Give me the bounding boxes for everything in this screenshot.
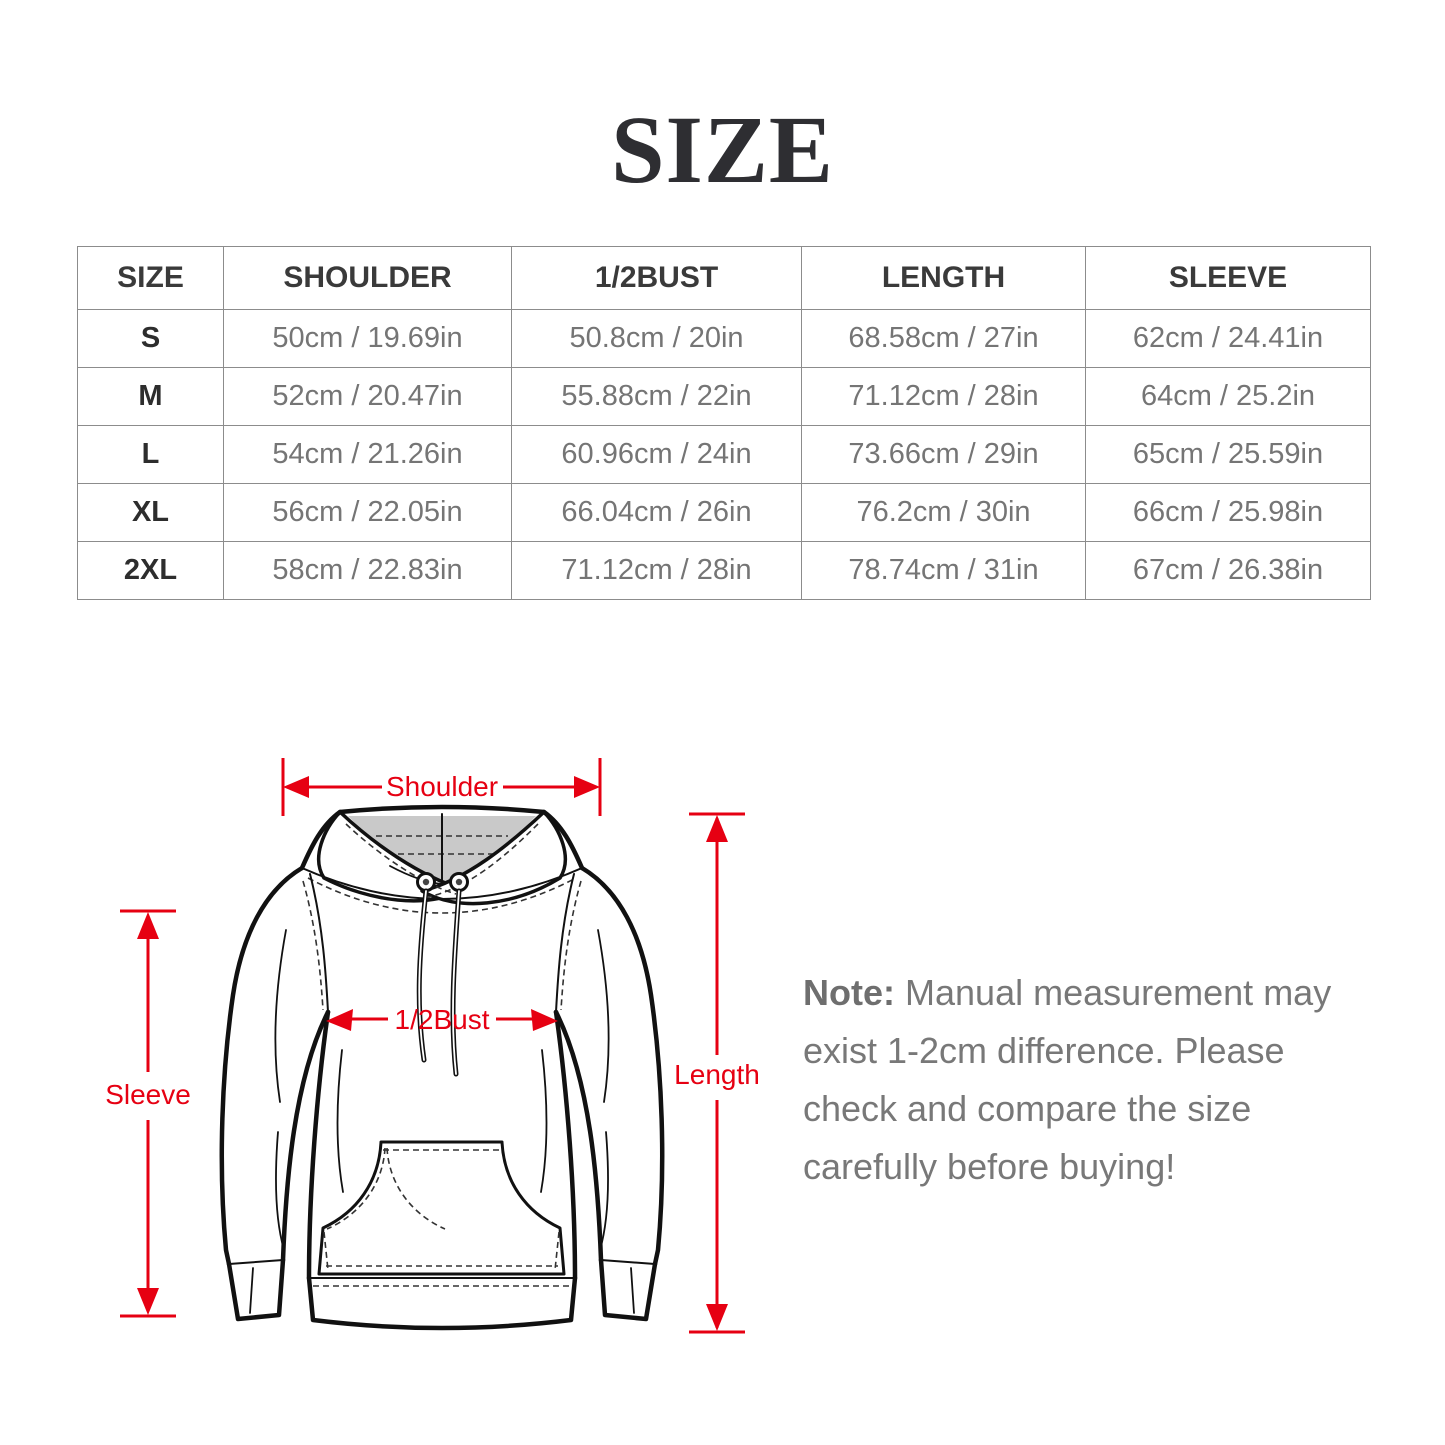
size-cell: M: [78, 368, 224, 426]
column-header-shoulder: SHOULDER: [224, 247, 512, 310]
length-arrow: [674, 814, 760, 1332]
size-cell: 2XL: [78, 542, 224, 600]
half-bust-label: 1/2Bust: [394, 1004, 490, 1035]
length-label: Length: [674, 1059, 760, 1090]
table-row: [78, 368, 1371, 426]
note-label: Note:: [803, 972, 895, 1013]
note-line: exist 1-2cm difference. Please: [803, 1030, 1285, 1071]
measurement-cell: 50.8cm / 20in: [512, 310, 802, 368]
size-cell: S: [78, 310, 224, 368]
table-row: [78, 426, 1371, 484]
table-row: [78, 484, 1371, 542]
table-row: [78, 310, 1371, 368]
measurement-cell: 55.88cm / 22in: [512, 368, 802, 426]
measurement-cell: 52cm / 20.47in: [224, 368, 512, 426]
measurement-cell: 56cm / 22.05in: [224, 484, 512, 542]
measurement-cell: 66cm / 25.98in: [1086, 484, 1371, 542]
page-title: SIZE: [611, 96, 834, 203]
table-row: [78, 542, 1371, 600]
measurement-cell: 66.04cm / 26in: [512, 484, 802, 542]
note-line: check and compare the size: [803, 1088, 1252, 1129]
measurement-note: [803, 964, 1393, 1196]
measurement-cell: 50cm / 19.69in: [224, 310, 512, 368]
shoulder-label: Shoulder: [385, 771, 499, 802]
sleeve-label: Sleeve: [105, 1079, 191, 1110]
size-table: [77, 246, 1371, 600]
measurement-cell: 58cm / 22.83in: [224, 542, 512, 600]
measurement-cell: 73.66cm / 29in: [802, 426, 1086, 484]
measurement-cell: 67cm / 26.38in: [1086, 542, 1371, 600]
column-header-size: SIZE: [78, 247, 224, 310]
measurement-cell: 76.2cm / 30in: [802, 484, 1086, 542]
size-cell: L: [78, 426, 224, 484]
measurement-cell: 65cm / 25.59in: [1086, 426, 1371, 484]
measurement-cell: 78.74cm / 31in: [802, 542, 1086, 600]
size-cell: XL: [78, 484, 224, 542]
measurement-cell: 54cm / 21.26in: [224, 426, 512, 484]
drawstrings: [418, 874, 468, 1075]
measurement-cell: 71.12cm / 28in: [512, 542, 802, 600]
sleeve-arrow: [105, 911, 191, 1316]
note-line: carefully before buying!: [803, 1146, 1176, 1187]
column-header-length: LENGTH: [802, 247, 1086, 310]
column-header-sleeve: SLEEVE: [1086, 247, 1371, 310]
kangaroo-pocket: [319, 1142, 564, 1274]
hoodie-measurement-diagram: [90, 750, 780, 1410]
measurement-cell: 62cm / 24.41in: [1086, 310, 1371, 368]
table-header-row: [78, 247, 1371, 310]
half-bust-arrow: [326, 1004, 558, 1035]
measurement-cell: 68.58cm / 27in: [802, 310, 1086, 368]
column-header-halfbust: 1/2BUST: [512, 247, 802, 310]
measurement-cell: 71.12cm / 28in: [802, 368, 1086, 426]
measurement-cell: 60.96cm / 24in: [512, 426, 802, 484]
measurement-cell: 64cm / 25.2in: [1086, 368, 1371, 426]
note-line: Manual measurement may: [905, 972, 1332, 1013]
